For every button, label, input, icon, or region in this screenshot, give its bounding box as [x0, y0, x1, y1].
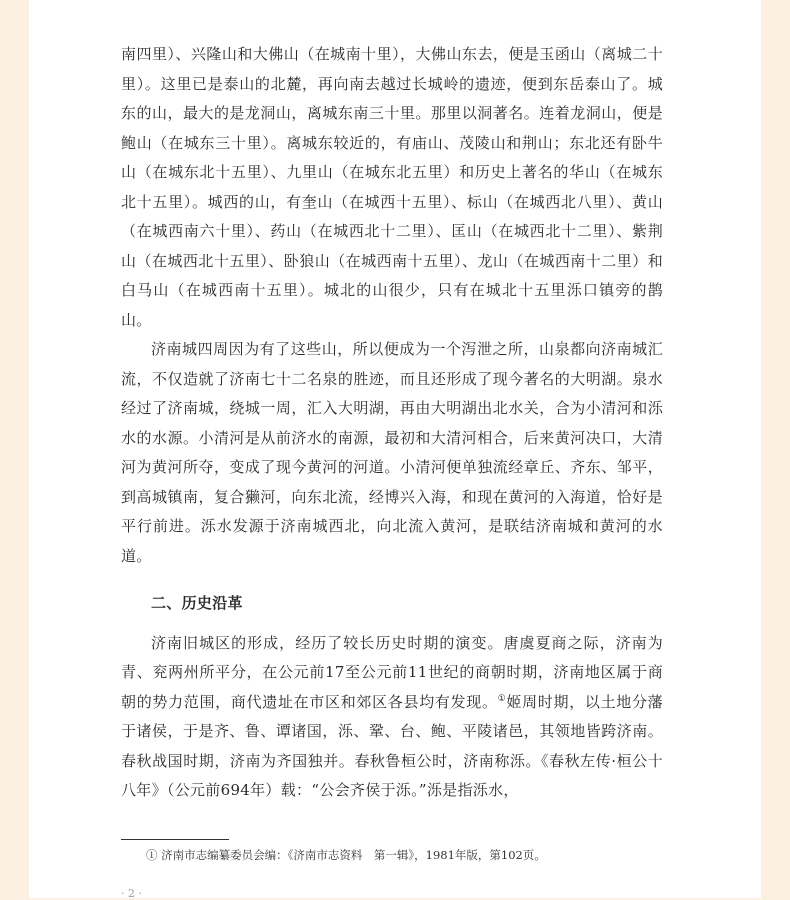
- footnote: ① 济南市志编纂委员会编：《济南市志资料 第一辑》，1981年版，第102页。: [146, 848, 546, 862]
- body-text: [121, 40, 663, 806]
- footnote-divider: [121, 839, 229, 840]
- history-text-part2: 姬周时期，以土地分藩于诸侯，于是齐、鲁、谭诸国，泺、鞏、台、鲍、平陵诸邑，其领地皆跨济南。春秋战国时期，济南为齐国独并。春秋鲁桓公时，济南称泺。《春秋左传·桓公十八年》（公元前694年）载：“公会齐侯于泺。”泺是指泺水，: [121, 692, 663, 799]
- paragraph-mountains: 南四里）、兴隆山和大佛山（在城南十里），大佛山东去，便是玉函山（离城二十里）。这里已是泰山的北麓，再向南去越过长城岭的遗迹，便到东岳泰山了。城东的山，最大的是龙洞山，离城东南三十里。那里以洞著名。连着龙洞山，便是鲍山（在城东三十里）。离城东较近的，有庙山、茂陵山和荆山；东北还有卧牛山（在城东北十五里）、九里山（在城东北五里）和历史上著名的华山（在城东北十五里）。城西的山，有奎山（在城西十五里）、标山（在城西北八里）、黄山（在城西南六十里）、药山（在城西北十二里）、匡山（在城西北十二里）、紫荆山（在城西北十五里）、卧狼山（在城西南十五里）、龙山（在城西南十二里）和白马山（在城西南十五里）。城北的山很少，只有在城北十五里泺口镇旁的鹊山。: [121, 45, 663, 329]
- paragraph-springs: 济南城四周因为有了这些山，所以便成为一个泻泄之所，山泉都向济南城汇流，不仅造就了济南七十二名泉的胜迹，而且还形成了现今著名的大明湖。泉水经过了济南城，绕城一周，汇入大明湖，再由大明湖出北水关，合为小清河和泺水的水源。小清河是从前济水的南源，最初和大清河相合，后来黄河决口，大清河为黄河所夺，变成了现今黄河的河道。小清河便单独流经章丘、齐东、邹平，到高城镇南，复合獭河，向东北流，经博兴入海，和现在黄河的入海道，恰好是平行前进。泺水发源于济南城西北，向北流入黄河，是联结济南城和黄河的水道。: [121, 340, 663, 565]
- paragraph-history: [121, 629, 663, 806]
- document-page: [29, 0, 761, 898]
- section-heading: 二、历史沿革: [151, 594, 243, 612]
- footnote-marker[interactable]: ①: [497, 693, 507, 704]
- history-text-part1: 济南旧城区的形成，经历了较长历史时期的演变。唐虞夏商之际，济南为青、兖两州所平分，在公元前17至公元前11世纪的商朝时期，济南地区属于商朝的势力范围，商代遗址在市区和郊区各县均有发现。: [121, 633, 663, 711]
- page-number: · 2 ·: [121, 887, 142, 900]
